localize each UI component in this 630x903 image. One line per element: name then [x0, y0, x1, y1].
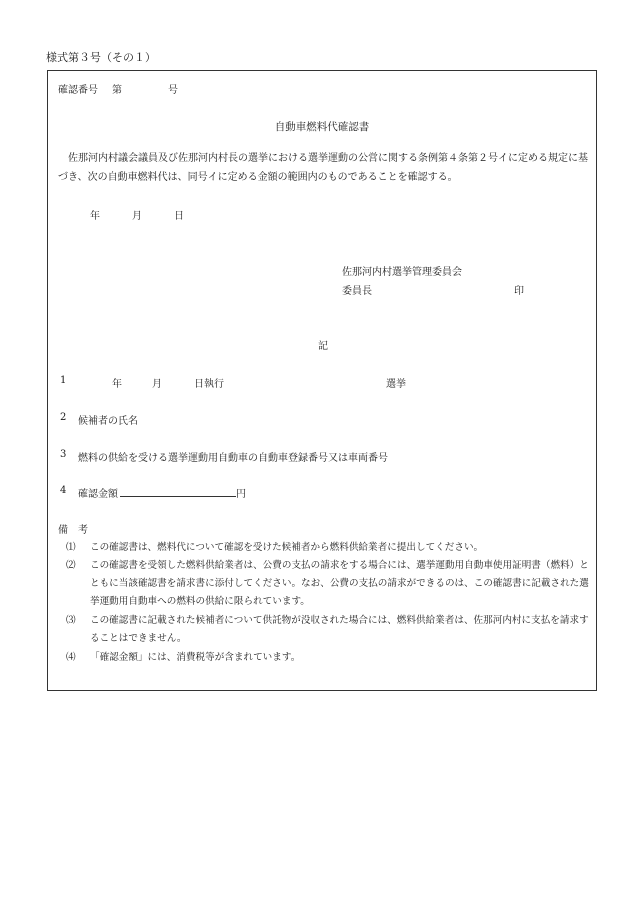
note-2-text: この確認書を受領した燃料供給業者は、公費の支払の請求をする場合には、選挙運動用自動車使用証明書（燃料）とともに当該確認書を請求書に添付してください。なお、公費の支払の請求ができるのは、この確認書に記載された選挙運動用自動車への燃料の供給に限られています。	[90, 560, 589, 607]
amount-unit: 円	[236, 489, 246, 500]
note-3-text: この確認書に記載された候補者について供託物が没収された場合には、燃料供給業者は、佐那河内村に支払を請求することはできません。	[90, 615, 589, 644]
note-4-number: ⑷	[66, 652, 76, 663]
form-number: 様式第３号（その１）	[46, 51, 156, 64]
item1-year: 年	[112, 379, 122, 390]
note-3-number: ⑶	[66, 615, 76, 626]
item2-label: 候補者の氏名	[78, 416, 138, 427]
confirmation-no-dai: 第	[112, 85, 122, 96]
note-1	[66, 539, 590, 557]
date-day: 日	[174, 211, 184, 222]
issuer-org: 佐那河内村選挙管理委員会	[342, 267, 462, 278]
confirmation-no-label: 確認番号	[58, 85, 98, 96]
item3-number: 3	[60, 449, 67, 460]
item1-month: 月	[152, 379, 162, 390]
amount-field	[120, 485, 246, 500]
ki-heading: 記	[318, 341, 328, 352]
item3-label: 燃料の供給を受ける選挙運動用自動車の自動車登録番号又は車両番号	[78, 453, 388, 464]
note-4	[66, 649, 590, 667]
note-2	[66, 557, 590, 611]
date-year: 年	[90, 211, 100, 222]
note-1-text: この確認書は、燃料代について確認を受けた候補者から燃料供給業者に提出してください。	[90, 542, 484, 553]
seal-mark: 印	[514, 286, 524, 297]
item4-number: 4	[60, 485, 67, 496]
item4-label: 確認金額	[78, 489, 118, 500]
note-3	[66, 612, 590, 648]
confirmation-form-frame	[47, 70, 597, 691]
body-text: 佐那河内村議会議員及び佐那河内村長の選挙における選挙運動の公営に関する条例第４条第２号イに定める規定に基づき、次の自動車燃料代は、同号イに定める金額の範囲内のものであることを確認する。	[58, 153, 588, 183]
date-month: 月	[132, 211, 142, 222]
note-1-number: ⑴	[66, 542, 76, 553]
confirmation-no-go: 号	[168, 85, 178, 96]
document-title: 自動車燃料代確認書	[274, 121, 370, 133]
item1-number: 1	[60, 375, 67, 386]
issuer-title: 委員長	[342, 286, 372, 297]
item1-election: 選挙	[386, 379, 406, 390]
note-4-text: 「確認金額」には、消費税等が含まれています。	[90, 652, 301, 663]
amount-underline	[120, 485, 236, 497]
note-2-number: ⑵	[66, 560, 76, 571]
item2-number: 2	[60, 412, 67, 423]
item1-day-exec: 日執行	[194, 379, 224, 390]
notes-heading: 備 考	[58, 525, 88, 536]
